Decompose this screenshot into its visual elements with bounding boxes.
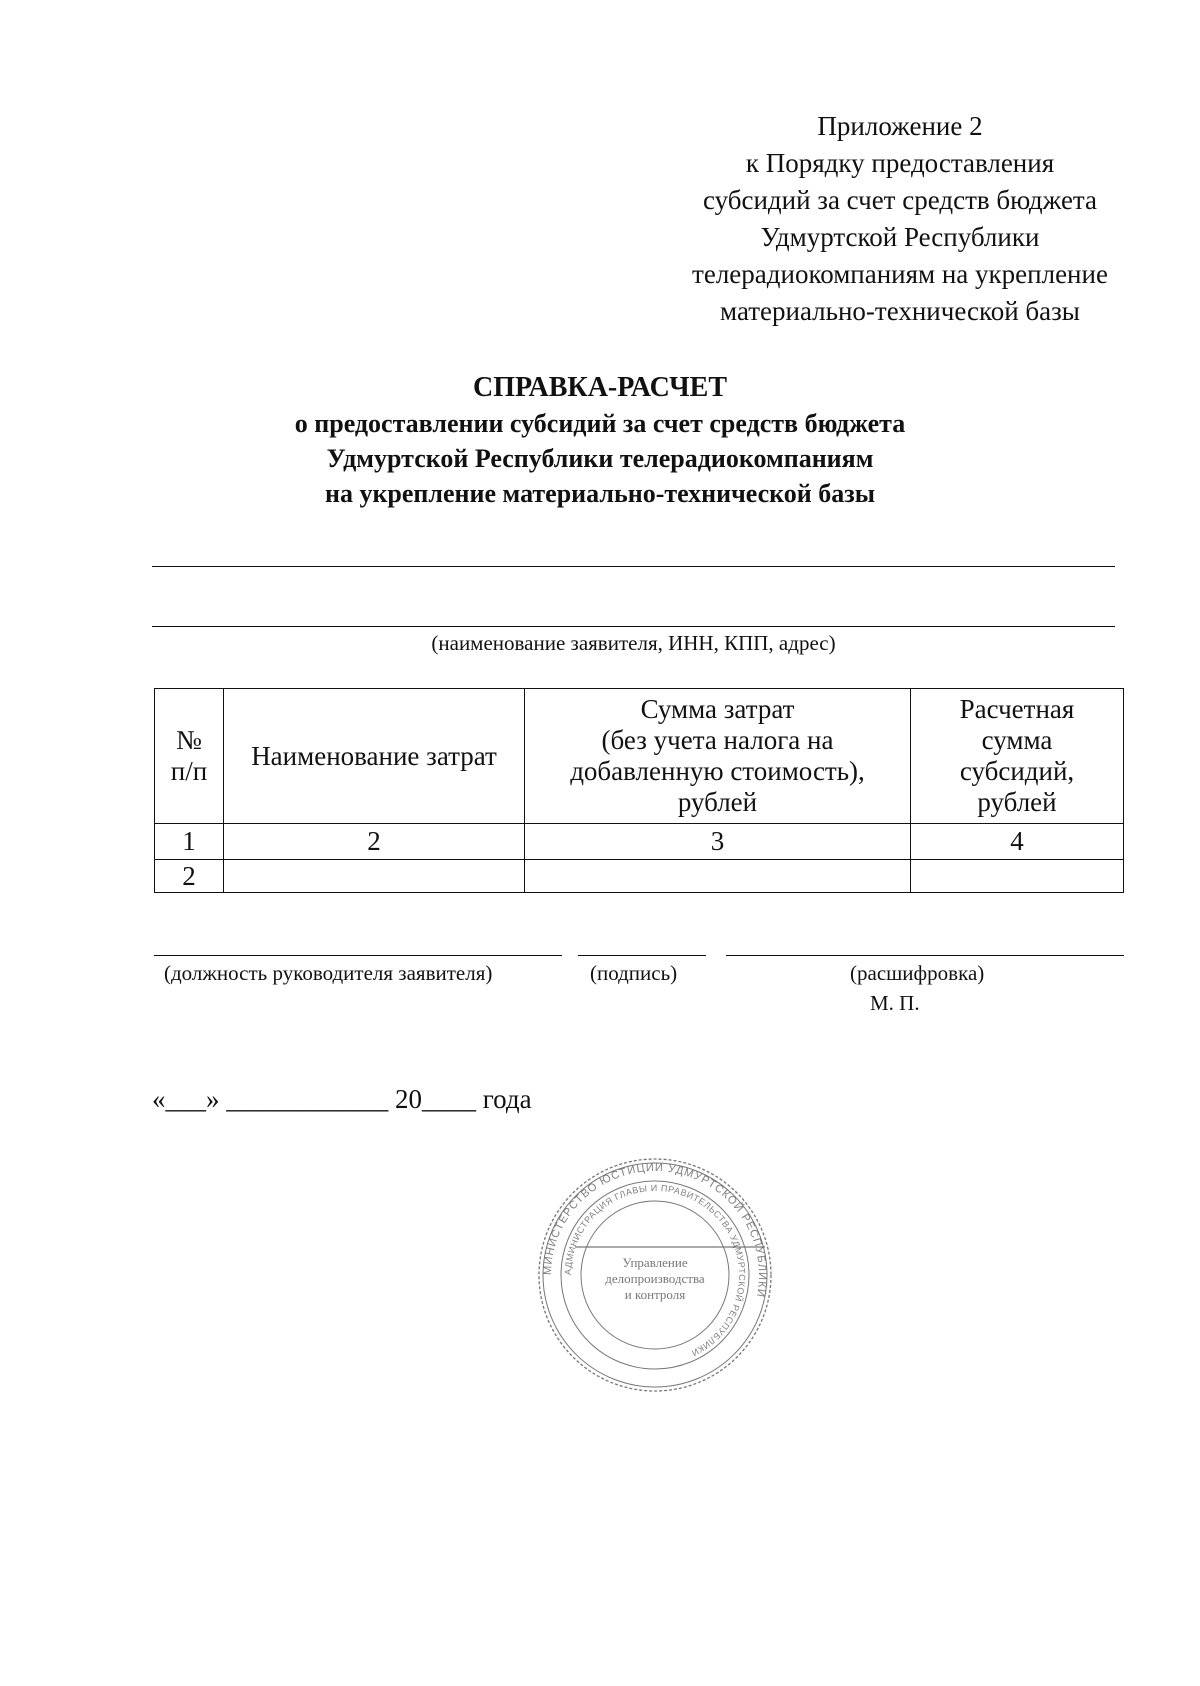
decoding-fill-line [726, 955, 1124, 956]
header-text: п/п [170, 756, 208, 786]
header-number [155, 689, 224, 824]
position-fill-line [154, 955, 562, 956]
table-cell [911, 860, 1124, 893]
appendix-line: материально-технической базы [720, 296, 1080, 326]
header-text: добавленную стоимость), [570, 756, 865, 786]
header-text: Наименование затрат [251, 740, 497, 771]
table-row [155, 824, 1124, 860]
document-title [150, 370, 1050, 511]
signature-fill-line [578, 955, 706, 956]
decoding-caption: (расшифровка) [850, 961, 985, 985]
table-cell: 2 [224, 824, 525, 860]
appendix-line: телерадиокомпаниям на укрепление [692, 259, 1108, 289]
applicant-caption: (наименование заявителя, ИНН, КПП, адрес) [431, 631, 836, 655]
appendix-line: Удмуртской Республики [760, 222, 1040, 252]
applicant-fill-line [152, 626, 1115, 627]
stamp-center-line: и контроля [624, 1287, 686, 1302]
header-text: рублей [977, 787, 1057, 817]
table-row [155, 860, 1124, 893]
header-text: сумма [981, 725, 1053, 755]
seal-place-mark: М. П. [870, 991, 920, 1015]
official-stamp [535, 1155, 775, 1395]
title-line: на укрепление материально-технической базы [324, 479, 876, 508]
stamp-center-line: делопроизводства [605, 1271, 705, 1286]
header-text: субсидий, [959, 756, 1075, 786]
header-cost-name [224, 689, 525, 824]
signature-caption: (подпись) [590, 961, 678, 985]
header-text: Расчетная [959, 694, 1075, 724]
stamp-center-line: Управление [622, 1255, 688, 1270]
appendix-note [660, 108, 1140, 330]
applicant-fill-line [152, 566, 1115, 567]
stamp-outer-text: МИНИСТЕРСТВО ЮСТИЦИИ УДМУРТСКОЙ РЕСПУБЛИКИ [541, 1161, 769, 1299]
table-cell: 4 [911, 824, 1124, 860]
table-header-row [155, 689, 1124, 824]
header-text: Сумма затрат [640, 694, 795, 724]
date-line: «___» ____________ 20____ года [152, 1084, 532, 1114]
title-main: СПРАВКА-РАСЧЕТ [472, 372, 728, 403]
title-line: о предоставлении субсидий за счет средств бюджета [294, 409, 906, 438]
header-subsidy-sum [911, 689, 1124, 824]
header-text: № [176, 725, 202, 755]
appendix-line: Приложение 2 [817, 111, 983, 141]
table-cell: 1 [155, 824, 224, 860]
table-cell [525, 860, 911, 893]
position-caption: (должность руководителя заявителя) [164, 961, 493, 985]
header-text: рублей [677, 787, 758, 817]
table-cell [224, 860, 525, 893]
title-line: Удмуртской Республики телерадиокомпаниям [326, 444, 874, 473]
table-cell: 2 [155, 860, 224, 893]
stamp-inner-text: АДМИНИСТРАЦИЯ ГЛАВЫ И ПРАВИТЕЛЬСТВА УДМУРТСКОЙ РЕСПУБЛИКИ [562, 1182, 748, 1359]
appendix-line: к Порядку предоставления [745, 148, 1055, 178]
header-text: (без учета налога на [601, 725, 834, 755]
cost-table [154, 688, 1124, 893]
appendix-line: субсидий за счет средств бюджета [702, 185, 1098, 215]
header-cost-sum [525, 689, 911, 824]
table-cell: 3 [525, 824, 911, 860]
